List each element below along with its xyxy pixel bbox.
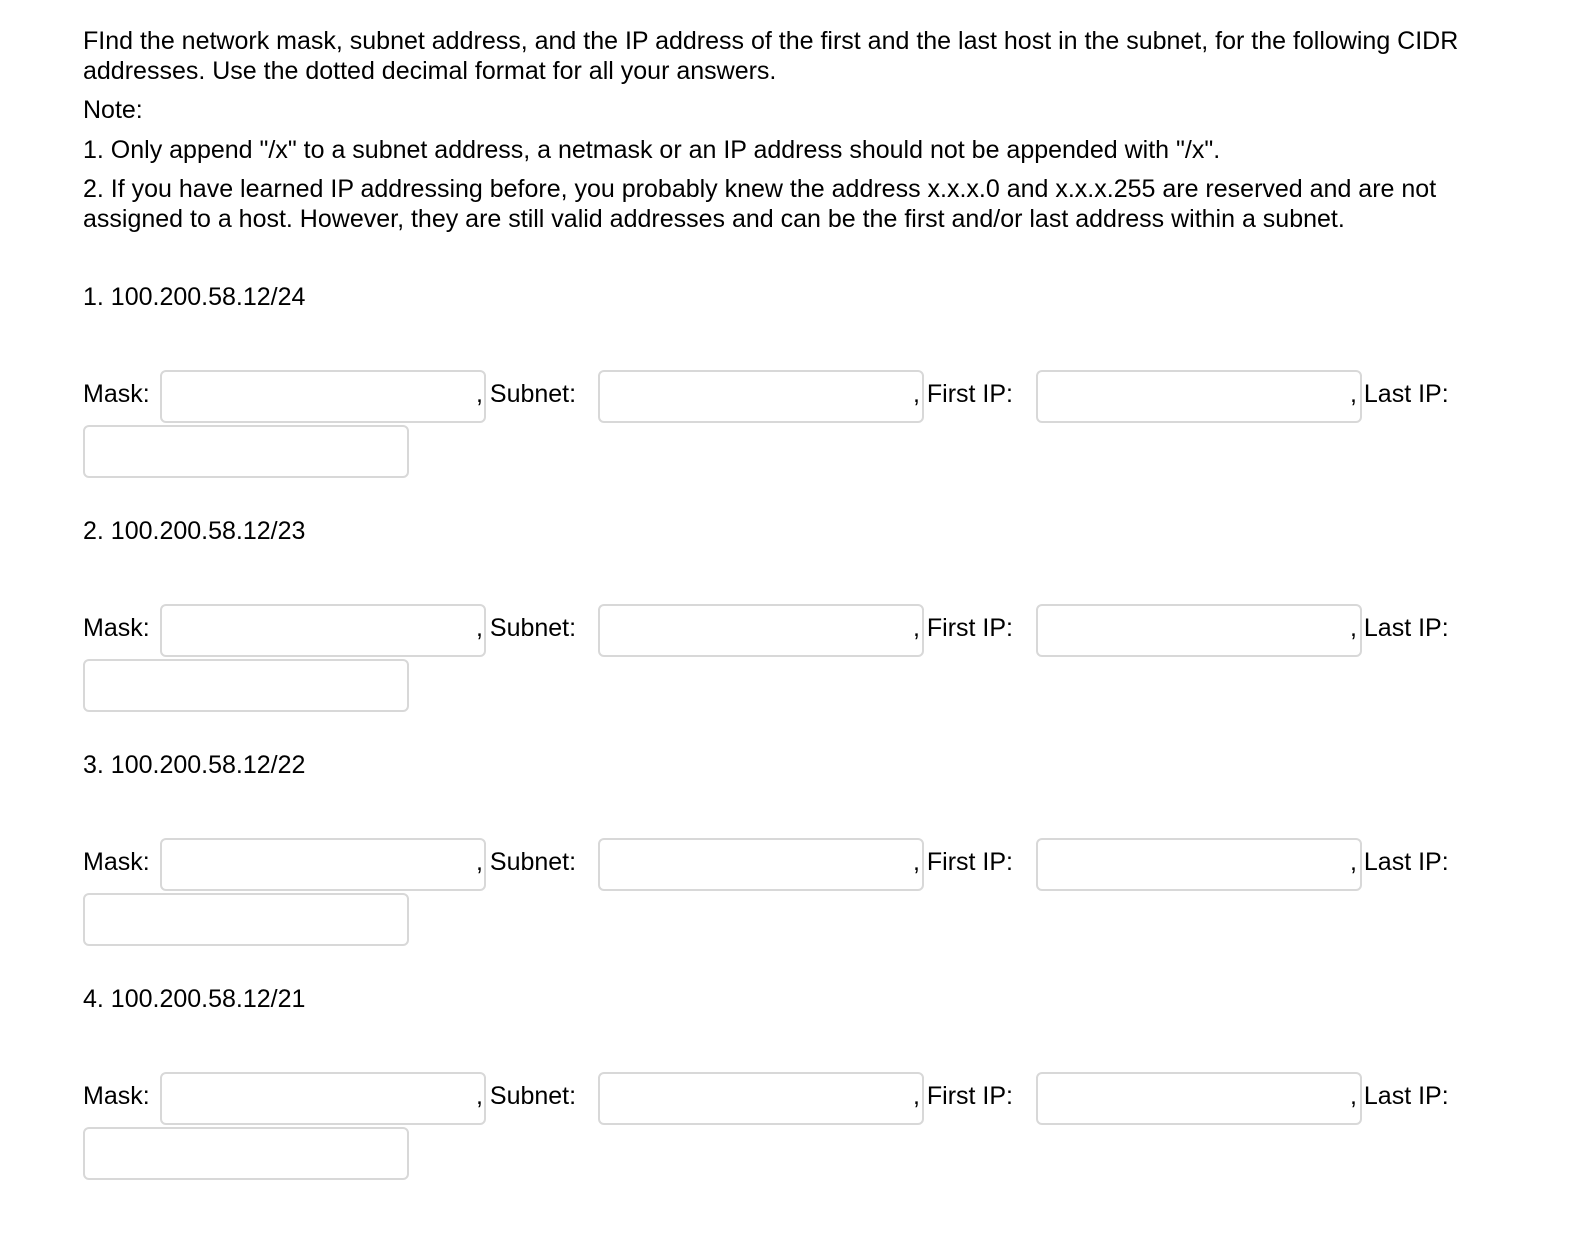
subnet-label: , Subnet: (476, 848, 577, 876)
last-ip-input[interactable] (83, 1127, 409, 1180)
subnet-input[interactable] (598, 1072, 924, 1125)
subnet-input[interactable] (598, 370, 924, 423)
subnet-input[interactable] (598, 604, 924, 657)
first-ip-label: , First IP: (913, 614, 1013, 642)
mask-input[interactable] (160, 1072, 486, 1125)
answer-row (83, 370, 1543, 424)
last-ip-label: , Last IP: (1350, 848, 1449, 876)
first-ip-input[interactable] (1036, 1072, 1362, 1125)
subnet-input[interactable] (598, 838, 924, 891)
instructions (83, 26, 1533, 234)
note-item-2: 2. If you have learned IP addressing before, you probably knew the address x.x.x.0 and x.x.x.255 are reserved and are not assigned to a host. However, they are still valid addresses and can be the first and/or last address within a subnet. (83, 175, 1437, 233)
mask-label: Mask: (83, 614, 150, 642)
question-3 (83, 750, 1543, 960)
mask-input[interactable] (160, 838, 486, 891)
subnet-label: , Subnet: (476, 614, 577, 642)
mask-label: Mask: (83, 380, 150, 408)
question-2 (83, 516, 1543, 726)
mask-label: Mask: (83, 1082, 150, 1110)
question-title: 1. 100.200.58.12/24 (83, 283, 306, 311)
question-title: 4. 100.200.58.12/21 (83, 985, 306, 1013)
subnet-label: , Subnet: (476, 1082, 577, 1110)
last-ip-input[interactable] (83, 659, 409, 712)
question-1 (83, 282, 1543, 492)
answer-row (83, 604, 1543, 658)
last-ip-label: , Last IP: (1350, 1082, 1449, 1110)
first-ip-input[interactable] (1036, 370, 1362, 423)
last-ip-input[interactable] (83, 425, 409, 478)
answer-row (83, 1072, 1543, 1126)
answer-row (83, 838, 1543, 892)
note-item-1: 1. Only append "/x" to a subnet address, a netmask or an IP address should not be appended with "/x". (83, 136, 1221, 164)
question-title: 2. 100.200.58.12/23 (83, 517, 306, 545)
first-ip-label: , First IP: (913, 1082, 1013, 1110)
first-ip-input[interactable] (1036, 604, 1362, 657)
first-ip-label: , First IP: (913, 848, 1013, 876)
question-4 (83, 984, 1543, 1194)
mask-input[interactable] (160, 604, 486, 657)
question-title: 3. 100.200.58.12/22 (83, 751, 306, 779)
last-ip-input[interactable] (83, 893, 409, 946)
note-heading: Note: (83, 96, 143, 124)
last-ip-label: , Last IP: (1350, 614, 1449, 642)
subnet-label: , Subnet: (476, 380, 577, 408)
first-ip-label: , First IP: (913, 380, 1013, 408)
mask-input[interactable] (160, 370, 486, 423)
first-ip-input[interactable] (1036, 838, 1362, 891)
mask-label: Mask: (83, 848, 150, 876)
instruction-text: FInd the network mask, subnet address, and the IP address of the first and the last host in the subnet, for the following CIDR addresses. Use the dotted decimal format for all your answers. (83, 27, 1459, 85)
last-ip-label: , Last IP: (1350, 380, 1449, 408)
